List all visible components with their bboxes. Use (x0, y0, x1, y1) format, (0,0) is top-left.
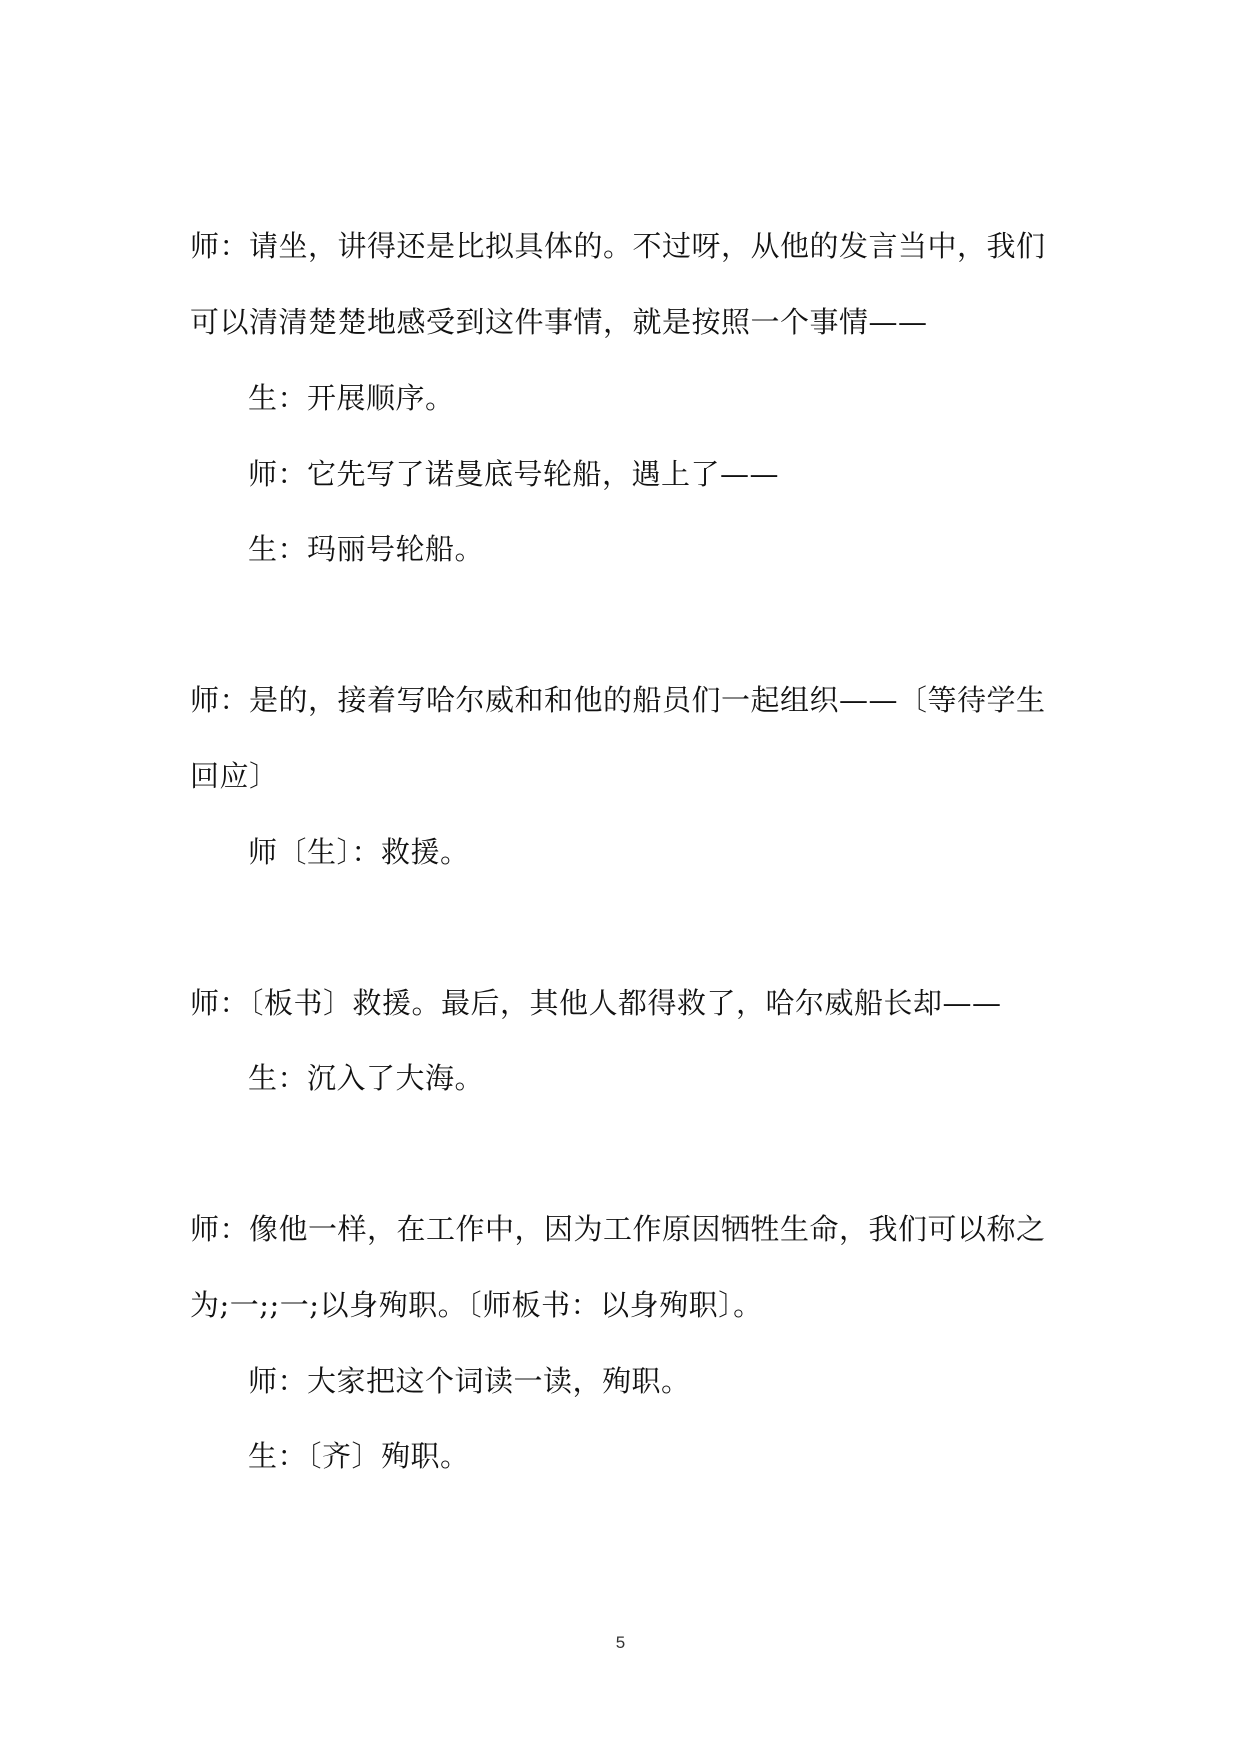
paragraph-line-4: 师：它先写了诺曼底号轮船，遇上了—— (248, 457, 780, 491)
paragraph-line-3: 生：开展顺序。 (248, 381, 455, 415)
paragraph-line-11: 师：像他一样，在工作中，因为工作原因牺牲生命，我们可以称之 (190, 1212, 1046, 1246)
paragraph-line-2: 可以清清楚楚地感受到这件事情，就是按照一个事情—— (190, 305, 928, 339)
paragraph-line-1: 师：请坐，讲得还是比拟具体的。不过呀，从他的发言当中，我们 (190, 229, 1046, 263)
paragraph-line-6: 师：是的，接着写哈尔威和和他的船员们一起组织——〔等待学生 (190, 683, 1046, 717)
paragraph-line-13: 师：大家把这个词读一读，殉职。 (248, 1364, 691, 1398)
paragraph-line-14: 生：〔齐〕殉职。 (248, 1439, 470, 1473)
paragraph-line-9: 师：〔板书〕救援。最后，其他人都得救了，哈尔威船长却—— (190, 986, 1002, 1020)
paragraph-line-8: 师〔生〕：救援。 (248, 835, 470, 869)
page-number: 5 (615, 1633, 626, 1652)
paragraph-line-12: 为;一;;一;以身殉职。〔师板书：以身殉职〕。 (190, 1288, 763, 1322)
paragraph-line-10: 生：沉入了大海。 (248, 1061, 485, 1095)
paragraph-line-7: 回应〕 (190, 759, 279, 793)
paragraph-line-5: 生：玛丽号轮船。 (248, 532, 485, 566)
